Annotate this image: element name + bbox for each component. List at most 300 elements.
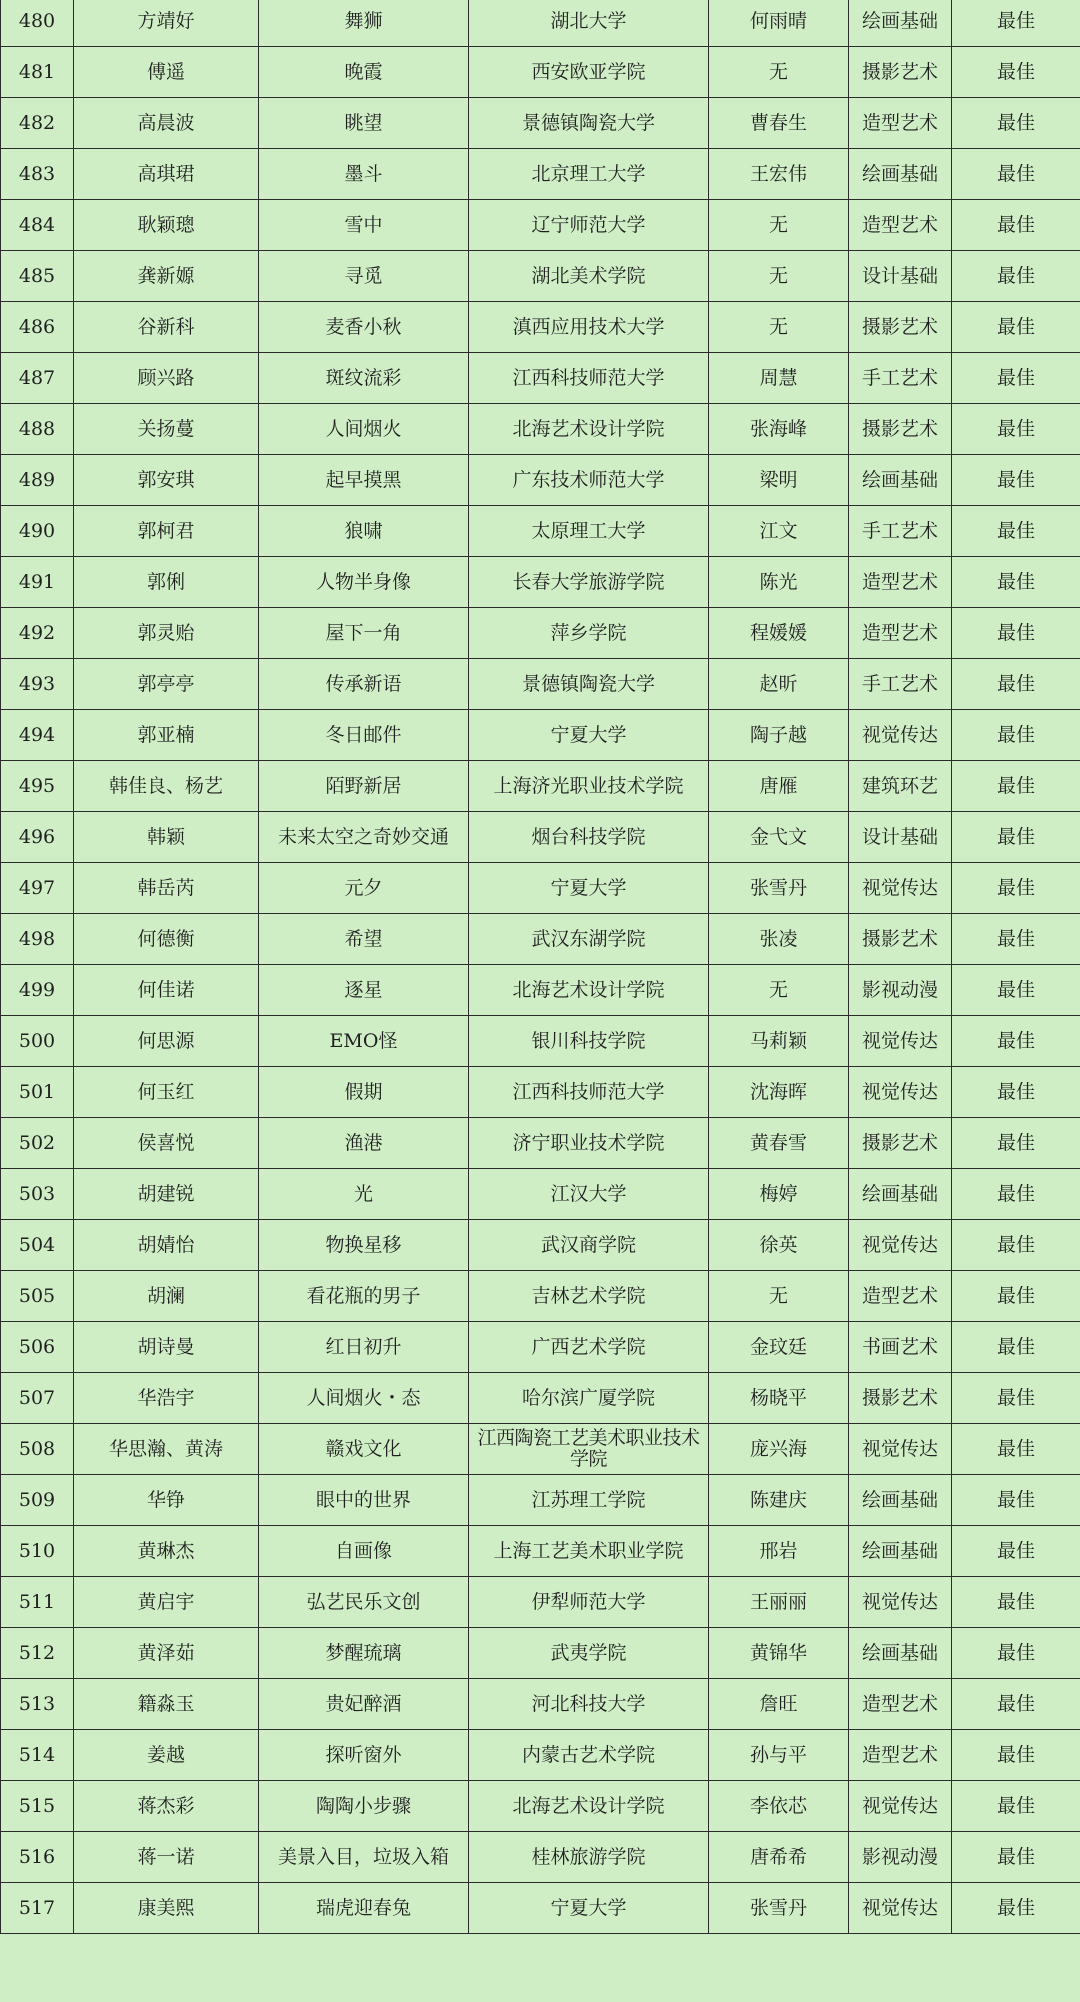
- award-cell: 最佳: [952, 1322, 1080, 1373]
- entry-number-cell: 493: [1, 659, 74, 710]
- author-cell: 傅遥: [74, 47, 259, 98]
- category-cell: 造型艺术: [849, 98, 952, 149]
- award-cell: 最佳: [952, 1373, 1080, 1424]
- entry-number-cell: 511: [1, 1577, 74, 1628]
- category-cell: 视觉传达: [849, 1424, 952, 1475]
- work-title-cell: 冬日邮件: [259, 710, 469, 761]
- table-row: [1, 1526, 1080, 1577]
- category-cell: 绘画基础: [849, 1475, 952, 1526]
- teacher-cell: 陈光: [709, 557, 849, 608]
- work-title-cell: 弘艺民乐文创: [259, 1577, 469, 1628]
- author-cell: 黄启宇: [74, 1577, 259, 1628]
- teacher-cell: 李依芯: [709, 1781, 849, 1832]
- work-title-cell: 人间烟火・态: [259, 1373, 469, 1424]
- author-cell: 郭亚楠: [74, 710, 259, 761]
- table-row: [1, 1016, 1080, 1067]
- entry-number-cell: 482: [1, 98, 74, 149]
- award-cell: 最佳: [952, 506, 1080, 557]
- teacher-cell: 唐雁: [709, 761, 849, 812]
- table-row: [1, 965, 1080, 1016]
- category-cell: 手工艺术: [849, 506, 952, 557]
- teacher-cell: 唐希希: [709, 1832, 849, 1883]
- author-cell: 何思源: [74, 1016, 259, 1067]
- entry-number-cell: 508: [1, 1424, 74, 1475]
- school-cell: 上海工艺美术职业学院: [469, 1526, 709, 1577]
- work-title-cell: EMO怪: [259, 1016, 469, 1067]
- table-row: [1, 1577, 1080, 1628]
- entry-number-cell: 503: [1, 1169, 74, 1220]
- school-cell: 北海艺术设计学院: [469, 404, 709, 455]
- category-cell: 摄影艺术: [849, 404, 952, 455]
- school-cell: 武夷学院: [469, 1628, 709, 1679]
- award-cell: 最佳: [952, 914, 1080, 965]
- category-cell: 视觉传达: [849, 1781, 952, 1832]
- teacher-cell: 陈建庆: [709, 1475, 849, 1526]
- school-cell: 江西陶瓷工艺美术职业技术学院: [469, 1424, 709, 1475]
- teacher-cell: 陶子越: [709, 710, 849, 761]
- category-cell: 造型艺术: [849, 608, 952, 659]
- table-row: [1, 98, 1080, 149]
- work-title-cell: 探听窗外: [259, 1730, 469, 1781]
- author-cell: 谷新科: [74, 302, 259, 353]
- work-title-cell: 眺望: [259, 98, 469, 149]
- work-title-cell: 寻觅: [259, 251, 469, 302]
- entry-number-cell: 513: [1, 1679, 74, 1730]
- work-title-cell: 看花瓶的男子: [259, 1271, 469, 1322]
- author-cell: 何玉红: [74, 1067, 259, 1118]
- table-row: [1, 353, 1080, 404]
- category-cell: 设计基础: [849, 251, 952, 302]
- category-cell: 摄影艺术: [849, 302, 952, 353]
- teacher-cell: 王丽丽: [709, 1577, 849, 1628]
- school-cell: 宁夏大学: [469, 1883, 709, 1934]
- award-cell: 最佳: [952, 1169, 1080, 1220]
- category-cell: 摄影艺术: [849, 47, 952, 98]
- entry-number-cell: 498: [1, 914, 74, 965]
- author-cell: 韩佳良、杨艺: [74, 761, 259, 812]
- school-cell: 湖北大学: [469, 0, 709, 47]
- entry-number-cell: 483: [1, 149, 74, 200]
- teacher-cell: 黄春雪: [709, 1118, 849, 1169]
- category-cell: 摄影艺术: [849, 1373, 952, 1424]
- work-title-cell: 假期: [259, 1067, 469, 1118]
- table-row: [1, 863, 1080, 914]
- award-cell: 最佳: [952, 98, 1080, 149]
- category-cell: 造型艺术: [849, 1730, 952, 1781]
- author-cell: 蒋一诺: [74, 1832, 259, 1883]
- table-row: [1, 608, 1080, 659]
- award-cell: 最佳: [952, 1526, 1080, 1577]
- award-cell: 最佳: [952, 251, 1080, 302]
- author-cell: 康美熙: [74, 1883, 259, 1934]
- work-title-cell: 传承新语: [259, 659, 469, 710]
- entry-number-cell: 514: [1, 1730, 74, 1781]
- category-cell: 视觉传达: [849, 863, 952, 914]
- teacher-cell: 周慧: [709, 353, 849, 404]
- author-cell: 郭俐: [74, 557, 259, 608]
- entry-number-cell: 506: [1, 1322, 74, 1373]
- teacher-cell: 赵昕: [709, 659, 849, 710]
- category-cell: 绘画基础: [849, 0, 952, 47]
- school-cell: 西安欧亚学院: [469, 47, 709, 98]
- award-cell: 最佳: [952, 1424, 1080, 1475]
- author-cell: 华思瀚、黄涛: [74, 1424, 259, 1475]
- entry-number-cell: 488: [1, 404, 74, 455]
- author-cell: 黄泽茹: [74, 1628, 259, 1679]
- author-cell: 蒋杰彩: [74, 1781, 259, 1832]
- entry-number-cell: 496: [1, 812, 74, 863]
- award-cell: 最佳: [952, 47, 1080, 98]
- award-cell: 最佳: [952, 965, 1080, 1016]
- author-cell: 耿颖璁: [74, 200, 259, 251]
- table-row: [1, 914, 1080, 965]
- award-cell: 最佳: [952, 302, 1080, 353]
- teacher-cell: 金玟廷: [709, 1322, 849, 1373]
- work-title-cell: 眼中的世界: [259, 1475, 469, 1526]
- category-cell: 手工艺术: [849, 353, 952, 404]
- author-cell: 胡澜: [74, 1271, 259, 1322]
- award-cell: 最佳: [952, 1271, 1080, 1322]
- teacher-cell: 徐英: [709, 1220, 849, 1271]
- table-row: [1, 1271, 1080, 1322]
- table-row: [1, 812, 1080, 863]
- table-row: [1, 302, 1080, 353]
- author-cell: 胡诗曼: [74, 1322, 259, 1373]
- entry-number-cell: 486: [1, 302, 74, 353]
- entry-number-cell: 499: [1, 965, 74, 1016]
- school-cell: 江苏理工学院: [469, 1475, 709, 1526]
- award-cell: 最佳: [952, 812, 1080, 863]
- author-cell: 侯喜悦: [74, 1118, 259, 1169]
- entry-number-cell: 500: [1, 1016, 74, 1067]
- school-cell: 广西艺术学院: [469, 1322, 709, 1373]
- work-title-cell: 起早摸黑: [259, 455, 469, 506]
- category-cell: 设计基础: [849, 812, 952, 863]
- teacher-cell: 无: [709, 200, 849, 251]
- entry-number-cell: 509: [1, 1475, 74, 1526]
- category-cell: 视觉传达: [849, 1883, 952, 1934]
- table-row: [1, 0, 1080, 47]
- teacher-cell: 江文: [709, 506, 849, 557]
- school-cell: 河北科技大学: [469, 1679, 709, 1730]
- award-cell: 最佳: [952, 1679, 1080, 1730]
- work-title-cell: 赣戏文化: [259, 1424, 469, 1475]
- award-cell: 最佳: [952, 1118, 1080, 1169]
- author-cell: 华铮: [74, 1475, 259, 1526]
- work-title-cell: 逐星: [259, 965, 469, 1016]
- award-cell: 最佳: [952, 863, 1080, 914]
- author-cell: 龚新嫄: [74, 251, 259, 302]
- category-cell: 影视动漫: [849, 1832, 952, 1883]
- school-cell: 滇西应用技术大学: [469, 302, 709, 353]
- school-cell: 湖北美术学院: [469, 251, 709, 302]
- school-cell: 景德镇陶瓷大学: [469, 659, 709, 710]
- category-cell: 摄影艺术: [849, 914, 952, 965]
- school-cell: 景德镇陶瓷大学: [469, 98, 709, 149]
- entry-number-cell: 484: [1, 200, 74, 251]
- category-cell: 摄影艺术: [849, 1118, 952, 1169]
- table-row: [1, 1220, 1080, 1271]
- award-cell: 最佳: [952, 1067, 1080, 1118]
- category-cell: 绘画基础: [849, 1526, 952, 1577]
- work-title-cell: 贵妃醉酒: [259, 1679, 469, 1730]
- entry-number-cell: 487: [1, 353, 74, 404]
- teacher-cell: 无: [709, 1271, 849, 1322]
- entry-number-cell: 480: [1, 0, 74, 47]
- work-title-cell: 未来太空之奇妙交通: [259, 812, 469, 863]
- category-cell: 绘画基础: [849, 1628, 952, 1679]
- school-cell: 长春大学旅游学院: [469, 557, 709, 608]
- work-title-cell: 墨斗: [259, 149, 469, 200]
- author-cell: 高琪珺: [74, 149, 259, 200]
- table-row: [1, 455, 1080, 506]
- table-row: [1, 506, 1080, 557]
- teacher-cell: 无: [709, 302, 849, 353]
- category-cell: 绘画基础: [849, 1169, 952, 1220]
- author-cell: 胡婧怡: [74, 1220, 259, 1271]
- school-cell: 银川科技学院: [469, 1016, 709, 1067]
- table-row: [1, 1322, 1080, 1373]
- school-cell: 北海艺术设计学院: [469, 965, 709, 1016]
- teacher-cell: 梅婷: [709, 1169, 849, 1220]
- entry-number-cell: 497: [1, 863, 74, 914]
- work-title-cell: 瑞虎迎春兔: [259, 1883, 469, 1934]
- school-cell: 广东技术师范大学: [469, 455, 709, 506]
- author-cell: 籍淼玉: [74, 1679, 259, 1730]
- category-cell: 造型艺术: [849, 1679, 952, 1730]
- work-title-cell: 麦香小秋: [259, 302, 469, 353]
- school-cell: 江西科技师范大学: [469, 353, 709, 404]
- category-cell: 绘画基础: [849, 455, 952, 506]
- author-cell: 何佳诺: [74, 965, 259, 1016]
- entry-number-cell: 512: [1, 1628, 74, 1679]
- award-cell: 最佳: [952, 200, 1080, 251]
- teacher-cell: 王宏伟: [709, 149, 849, 200]
- award-cell: 最佳: [952, 710, 1080, 761]
- category-cell: 手工艺术: [849, 659, 952, 710]
- award-cell: 最佳: [952, 353, 1080, 404]
- table-row: [1, 1832, 1080, 1883]
- teacher-cell: 杨晓平: [709, 1373, 849, 1424]
- work-title-cell: 物换星移: [259, 1220, 469, 1271]
- category-cell: 造型艺术: [849, 200, 952, 251]
- entry-number-cell: 515: [1, 1781, 74, 1832]
- entry-number-cell: 501: [1, 1067, 74, 1118]
- category-cell: 视觉传达: [849, 1067, 952, 1118]
- entry-number-cell: 485: [1, 251, 74, 302]
- school-cell: 江西科技师范大学: [469, 1067, 709, 1118]
- teacher-cell: 沈海晖: [709, 1067, 849, 1118]
- work-title-cell: 梦醒琉璃: [259, 1628, 469, 1679]
- teacher-cell: 无: [709, 47, 849, 98]
- table-row: [1, 149, 1080, 200]
- award-cell: 最佳: [952, 659, 1080, 710]
- teacher-cell: 庞兴海: [709, 1424, 849, 1475]
- teacher-cell: 孙与平: [709, 1730, 849, 1781]
- author-cell: 胡建锐: [74, 1169, 259, 1220]
- teacher-cell: 张凌: [709, 914, 849, 965]
- award-cell: 最佳: [952, 1220, 1080, 1271]
- author-cell: 郭灵贻: [74, 608, 259, 659]
- teacher-cell: 张海峰: [709, 404, 849, 455]
- entry-number-cell: 495: [1, 761, 74, 812]
- teacher-cell: 邢岩: [709, 1526, 849, 1577]
- school-cell: 济宁职业技术学院: [469, 1118, 709, 1169]
- teacher-cell: 马莉颖: [709, 1016, 849, 1067]
- work-title-cell: 斑纹流彩: [259, 353, 469, 404]
- entry-number-cell: 502: [1, 1118, 74, 1169]
- work-title-cell: 光: [259, 1169, 469, 1220]
- work-title-cell: 红日初升: [259, 1322, 469, 1373]
- school-cell: 武汉商学院: [469, 1220, 709, 1271]
- school-cell: 内蒙古艺术学院: [469, 1730, 709, 1781]
- table-row: [1, 710, 1080, 761]
- award-cell: 最佳: [952, 0, 1080, 47]
- work-title-cell: 舞狮: [259, 0, 469, 47]
- category-cell: 造型艺术: [849, 1271, 952, 1322]
- author-cell: 黄琳杰: [74, 1526, 259, 1577]
- entry-number-cell: 489: [1, 455, 74, 506]
- work-title-cell: 渔港: [259, 1118, 469, 1169]
- work-title-cell: 雪中: [259, 200, 469, 251]
- work-title-cell: 陌野新居: [259, 761, 469, 812]
- work-title-cell: 希望: [259, 914, 469, 965]
- work-title-cell: 元夕: [259, 863, 469, 914]
- award-cell: 最佳: [952, 149, 1080, 200]
- award-cell: 最佳: [952, 557, 1080, 608]
- entry-number-cell: 494: [1, 710, 74, 761]
- author-cell: 顾兴路: [74, 353, 259, 404]
- table-row: [1, 1169, 1080, 1220]
- author-cell: 韩颖: [74, 812, 259, 863]
- table-row: [1, 1730, 1080, 1781]
- entry-number-cell: 507: [1, 1373, 74, 1424]
- work-title-cell: 人物半身像: [259, 557, 469, 608]
- table-row: [1, 1424, 1080, 1475]
- school-cell: 宁夏大学: [469, 710, 709, 761]
- school-cell: 伊犁师范大学: [469, 1577, 709, 1628]
- table-row: [1, 1118, 1080, 1169]
- award-cell: 最佳: [952, 404, 1080, 455]
- work-title-cell: 屋下一角: [259, 608, 469, 659]
- award-cell: 最佳: [952, 608, 1080, 659]
- award-cell: 最佳: [952, 761, 1080, 812]
- teacher-cell: 张雪丹: [709, 863, 849, 914]
- teacher-cell: 何雨晴: [709, 0, 849, 47]
- entry-number-cell: 510: [1, 1526, 74, 1577]
- award-cell: 最佳: [952, 1832, 1080, 1883]
- entry-number-cell: 491: [1, 557, 74, 608]
- school-cell: 辽宁师范大学: [469, 200, 709, 251]
- table-row: [1, 1883, 1080, 1934]
- work-title-cell: 人间烟火: [259, 404, 469, 455]
- table-row: [1, 1373, 1080, 1424]
- entry-number-cell: 492: [1, 608, 74, 659]
- entry-number-cell: 481: [1, 47, 74, 98]
- work-title-cell: 美景入目，垃圾入箱: [259, 1832, 469, 1883]
- table-row: [1, 557, 1080, 608]
- teacher-cell: 无: [709, 965, 849, 1016]
- school-cell: 萍乡学院: [469, 608, 709, 659]
- category-cell: 建筑环艺: [849, 761, 952, 812]
- award-cell: 最佳: [952, 455, 1080, 506]
- school-cell: 江汉大学: [469, 1169, 709, 1220]
- author-cell: 姜越: [74, 1730, 259, 1781]
- award-cell: 最佳: [952, 1016, 1080, 1067]
- category-cell: 视觉传达: [849, 1016, 952, 1067]
- teacher-cell: 金弋文: [709, 812, 849, 863]
- entry-number-cell: 504: [1, 1220, 74, 1271]
- teacher-cell: 无: [709, 251, 849, 302]
- entry-number-cell: 517: [1, 1883, 74, 1934]
- author-cell: 郭亭亭: [74, 659, 259, 710]
- award-cell: 最佳: [952, 1781, 1080, 1832]
- school-cell: 桂林旅游学院: [469, 1832, 709, 1883]
- work-title-cell: 自画像: [259, 1526, 469, 1577]
- school-cell: 武汉东湖学院: [469, 914, 709, 965]
- table-row: [1, 1781, 1080, 1832]
- table-row: [1, 1679, 1080, 1730]
- school-cell: 吉林艺术学院: [469, 1271, 709, 1322]
- teacher-cell: 张雪丹: [709, 1883, 849, 1934]
- table-row: [1, 200, 1080, 251]
- work-title-cell: 陶陶小步骤: [259, 1781, 469, 1832]
- table-row: [1, 251, 1080, 302]
- teacher-cell: 程媛媛: [709, 608, 849, 659]
- category-cell: 视觉传达: [849, 710, 952, 761]
- award-cell: 最佳: [952, 1883, 1080, 1934]
- author-cell: 何德衡: [74, 914, 259, 965]
- award-cell: 最佳: [952, 1577, 1080, 1628]
- author-cell: 郭安琪: [74, 455, 259, 506]
- category-cell: 造型艺术: [849, 557, 952, 608]
- award-cell: 最佳: [952, 1730, 1080, 1781]
- entry-number-cell: 516: [1, 1832, 74, 1883]
- teacher-cell: 詹旺: [709, 1679, 849, 1730]
- award-cell: 最佳: [952, 1628, 1080, 1679]
- school-cell: 北海艺术设计学院: [469, 1781, 709, 1832]
- category-cell: 视觉传达: [849, 1577, 952, 1628]
- author-cell: 关扬蔓: [74, 404, 259, 455]
- table-row: [1, 761, 1080, 812]
- table-row: [1, 47, 1080, 98]
- author-cell: 华浩宇: [74, 1373, 259, 1424]
- category-cell: 影视动漫: [849, 965, 952, 1016]
- table-row: [1, 1475, 1080, 1526]
- award-cell: 最佳: [952, 1475, 1080, 1526]
- work-title-cell: 狼啸: [259, 506, 469, 557]
- author-cell: 高晨波: [74, 98, 259, 149]
- school-cell: 哈尔滨广厦学院: [469, 1373, 709, 1424]
- author-cell: 方靖好: [74, 0, 259, 47]
- table-row: [1, 1628, 1080, 1679]
- author-cell: 韩岳芮: [74, 863, 259, 914]
- category-cell: 书画艺术: [849, 1322, 952, 1373]
- school-cell: 烟台科技学院: [469, 812, 709, 863]
- entry-number-cell: 490: [1, 506, 74, 557]
- school-cell: 宁夏大学: [469, 863, 709, 914]
- school-cell: 上海济光职业技术学院: [469, 761, 709, 812]
- author-cell: 郭柯君: [74, 506, 259, 557]
- teacher-cell: 曹春生: [709, 98, 849, 149]
- table-row: [1, 659, 1080, 710]
- school-cell: 太原理工大学: [469, 506, 709, 557]
- school-cell: 北京理工大学: [469, 149, 709, 200]
- work-title-cell: 晚霞: [259, 47, 469, 98]
- award-table-body: [1, 0, 1080, 1934]
- entry-number-cell: 505: [1, 1271, 74, 1322]
- category-cell: 绘画基础: [849, 149, 952, 200]
